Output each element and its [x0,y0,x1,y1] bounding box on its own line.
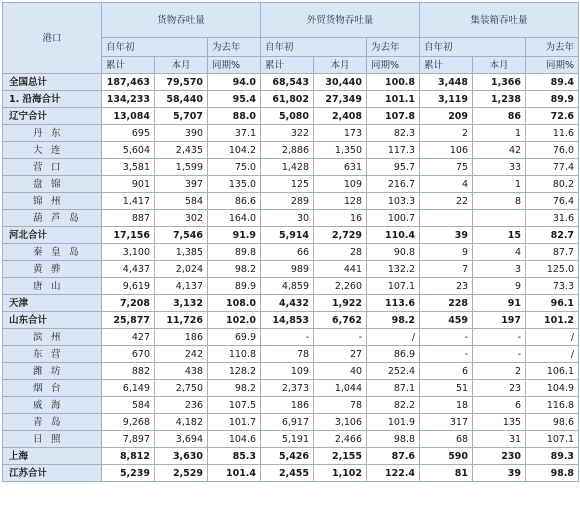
table-header [3,3,579,74]
cell-container-month: 230 [473,448,526,465]
cell-cargo-month: 7,546 [155,227,208,244]
cell-foreign-yoy: 100.7 [367,210,420,227]
cell-container-month: 42 [473,142,526,159]
cell-cargo-cumulative: 5,239 [102,465,155,482]
cell-container-month: 86 [473,108,526,125]
cell-container-yoy: 125.0 [526,261,579,278]
cell-foreign-month: 1,102 [314,465,367,482]
table-row [3,278,579,295]
cell-foreign-cumulative: 322 [261,125,314,142]
cell-foreign-month: 3,106 [314,414,367,431]
cell-foreign-cumulative: 2,373 [261,380,314,397]
row-port-name: 秦皇岛 [3,244,102,261]
cell-cargo-month: 2,750 [155,380,208,397]
cell-foreign-cumulative: 109 [261,363,314,380]
cell-foreign-month: 6,762 [314,312,367,329]
cell-cargo-month: 11,726 [155,312,208,329]
cell-container-yoy: 89.3 [526,448,579,465]
cell-container-month: 8 [473,193,526,210]
cell-foreign-month: - [314,329,367,346]
cell-container-yoy: / [526,329,579,346]
header-group-cargo: 货物吞吐量 [102,3,261,38]
cell-cargo-yoy: 108.0 [208,295,261,312]
cell-cargo-yoy: 37.1 [208,125,261,142]
cell-foreign-yoy: 101.9 [367,414,420,431]
cell-foreign-yoy: 216.7 [367,176,420,193]
cell-cargo-cumulative: 9,619 [102,278,155,295]
cell-foreign-cumulative: 5,914 [261,227,314,244]
cell-cargo-cumulative: 7,208 [102,295,155,312]
cell-container-yoy: 80.2 [526,176,579,193]
cell-foreign-yoy: 95.7 [367,159,420,176]
header-month-cargo: 本月 [155,57,208,74]
cell-cargo-yoy: 101.4 [208,465,261,482]
cell-cargo-month: 390 [155,125,208,142]
table-row [3,125,579,142]
cell-cargo-cumulative: 695 [102,125,155,142]
row-port-name: 日照 [3,431,102,448]
cell-cargo-yoy: 94.0 [208,74,261,91]
cell-container-yoy: 89.9 [526,91,579,108]
row-port-name: 唐山 [3,278,102,295]
cell-foreign-cumulative: 61,802 [261,91,314,108]
row-port-name: 锦州 [3,193,102,210]
cell-foreign-yoy: 87.1 [367,380,420,397]
cell-foreign-cumulative: 4,859 [261,278,314,295]
header-group-foreign-trade: 外贸货物吞吐量 [261,3,420,38]
cell-foreign-month: 2,408 [314,108,367,125]
table-row [3,465,579,482]
cell-foreign-month: 109 [314,176,367,193]
row-port-name: 滨州 [3,329,102,346]
cell-cargo-month: 186 [155,329,208,346]
cell-foreign-month: 128 [314,193,367,210]
cell-foreign-month: 1,350 [314,142,367,159]
cell-cargo-month: 58,440 [155,91,208,108]
cell-cargo-yoy: 101.7 [208,414,261,431]
cell-foreign-month: 16 [314,210,367,227]
cell-cargo-month: 3,694 [155,431,208,448]
cell-container-month: - [473,329,526,346]
cell-foreign-cumulative: 6,917 [261,414,314,431]
cell-foreign-cumulative: 989 [261,261,314,278]
port-throughput-table-container [2,2,578,482]
cell-container-cumulative: - [420,346,473,363]
cell-container-month: 135 [473,414,526,431]
cell-cargo-month: 79,570 [155,74,208,91]
cell-foreign-month: 2,729 [314,227,367,244]
cell-foreign-yoy: 117.3 [367,142,420,159]
cell-cargo-yoy: 88.0 [208,108,261,125]
cell-cargo-yoy: 89.9 [208,278,261,295]
cell-container-month: 197 [473,312,526,329]
cell-cargo-month: 302 [155,210,208,227]
cell-cargo-cumulative: 584 [102,397,155,414]
cell-container-cumulative: 3,448 [420,74,473,91]
table-row [3,363,579,380]
cell-container-month: 1,238 [473,91,526,108]
cell-cargo-cumulative: 17,156 [102,227,155,244]
cell-container-cumulative: 590 [420,448,473,465]
cell-foreign-cumulative: 30 [261,210,314,227]
cell-cargo-yoy: 69.9 [208,329,261,346]
cell-container-yoy: 101.2 [526,312,579,329]
cell-container-cumulative: 51 [420,380,473,397]
cell-container-yoy: 31.6 [526,210,579,227]
cell-cargo-cumulative: 427 [102,329,155,346]
cell-foreign-yoy: 101.1 [367,91,420,108]
cell-foreign-month: 30,440 [314,74,367,91]
header-ytd-label-container: 自年初 [420,38,526,57]
port-throughput-table [2,2,579,482]
cell-container-cumulative: 228 [420,295,473,312]
table-row [3,227,579,244]
cell-container-month: 31 [473,431,526,448]
cell-cargo-month: 5,707 [155,108,208,125]
row-port-name: 营口 [3,159,102,176]
cell-container-month: 15 [473,227,526,244]
cell-cargo-cumulative: 1,417 [102,193,155,210]
cell-foreign-yoy: 100.8 [367,74,420,91]
cell-foreign-cumulative: 78 [261,346,314,363]
cell-container-yoy: 116.8 [526,397,579,414]
header-month-foreign: 本月 [314,57,367,74]
cell-cargo-cumulative: 8,812 [102,448,155,465]
cell-container-month: 91 [473,295,526,312]
row-port-name: 辽宁合计 [3,108,102,125]
header-month-container: 本月 [473,57,526,74]
cell-cargo-month: 584 [155,193,208,210]
cell-foreign-cumulative: 5,080 [261,108,314,125]
cell-cargo-cumulative: 187,463 [102,74,155,91]
header-same-period-cargo: 同期% [208,57,261,74]
cell-cargo-yoy: 135.0 [208,176,261,193]
cell-container-cumulative: 39 [420,227,473,244]
cell-cargo-yoy: 86.6 [208,193,261,210]
cell-foreign-yoy: 90.8 [367,244,420,261]
header-group-container: 集装箱吞吐量 [420,3,579,38]
cell-container-month: 33 [473,159,526,176]
table-row [3,159,579,176]
cell-container-month: 9 [473,278,526,295]
cell-cargo-yoy: 75.0 [208,159,261,176]
row-port-name: 潍坊 [3,363,102,380]
row-port-name: 丹东 [3,125,102,142]
cell-container-month: 39 [473,465,526,482]
cell-container-cumulative: 18 [420,397,473,414]
row-port-name: 葫芦岛 [3,210,102,227]
cell-foreign-cumulative: 5,426 [261,448,314,465]
cell-foreign-cumulative: 4,432 [261,295,314,312]
header-ytd-label-cargo: 自年初 [102,38,208,57]
cell-cargo-yoy: 104.6 [208,431,261,448]
cell-container-cumulative: 22 [420,193,473,210]
cell-cargo-month: 1,599 [155,159,208,176]
cell-cargo-month: 438 [155,363,208,380]
table-row [3,74,579,91]
cell-container-yoy: 104.9 [526,380,579,397]
cell-foreign-month: 78 [314,397,367,414]
table-row [3,414,579,431]
row-port-name: 上海 [3,448,102,465]
cell-foreign-cumulative: 68,543 [261,74,314,91]
cell-container-cumulative [420,210,473,227]
table-row [3,108,579,125]
cell-container-cumulative: - [420,329,473,346]
cell-cargo-yoy: 110.8 [208,346,261,363]
cell-cargo-cumulative: 13,084 [102,108,155,125]
row-port-name: 全国总计 [3,74,102,91]
cell-foreign-month: 1,922 [314,295,367,312]
header-same-period-container: 同期% [526,57,579,74]
cell-container-yoy: 82.7 [526,227,579,244]
table-row [3,193,579,210]
row-port-name: 山东合计 [3,312,102,329]
cell-cargo-month: 4,182 [155,414,208,431]
cell-foreign-month: 40 [314,363,367,380]
cell-container-month: - [473,346,526,363]
cell-container-yoy: 98.8 [526,465,579,482]
cell-foreign-month: 2,155 [314,448,367,465]
cell-container-cumulative: 3,119 [420,91,473,108]
cell-foreign-month: 28 [314,244,367,261]
row-port-name: 大连 [3,142,102,159]
row-port-name: 黄骅 [3,261,102,278]
cell-foreign-yoy: 103.3 [367,193,420,210]
cell-container-yoy: 73.3 [526,278,579,295]
cell-foreign-month: 441 [314,261,367,278]
cell-cargo-month: 3,630 [155,448,208,465]
header-cumulative-container: 累计 [420,57,473,74]
cell-cargo-month: 1,385 [155,244,208,261]
cell-foreign-yoy: / [367,329,420,346]
row-port-name: 河北合计 [3,227,102,244]
cell-container-cumulative: 68 [420,431,473,448]
cell-foreign-yoy: 87.6 [367,448,420,465]
cell-cargo-cumulative: 4,437 [102,261,155,278]
cell-container-cumulative: 317 [420,414,473,431]
row-port-name: 盘锦 [3,176,102,193]
cell-container-month: 4 [473,244,526,261]
cell-container-cumulative: 209 [420,108,473,125]
table-row [3,397,579,414]
cell-container-cumulative: 106 [420,142,473,159]
cell-foreign-yoy: 82.3 [367,125,420,142]
table-row [3,448,579,465]
cell-foreign-yoy: 107.1 [367,278,420,295]
cell-cargo-month: 2,435 [155,142,208,159]
header-ytd-label-foreign: 自年初 [261,38,367,57]
cell-foreign-cumulative: 2,886 [261,142,314,159]
cell-container-cumulative: 7 [420,261,473,278]
cell-container-yoy: 98.6 [526,414,579,431]
row-port-name: 东营 [3,346,102,363]
table-row [3,329,579,346]
cell-container-month: 1 [473,176,526,193]
cell-container-cumulative: 2 [420,125,473,142]
cell-container-month [473,210,526,227]
cell-container-cumulative: 459 [420,312,473,329]
cell-foreign-cumulative: 125 [261,176,314,193]
cell-foreign-yoy: 86.9 [367,346,420,363]
cell-container-yoy: 87.7 [526,244,579,261]
cell-foreign-cumulative: - [261,329,314,346]
table-row [3,210,579,227]
cell-cargo-cumulative: 25,877 [102,312,155,329]
table-row [3,312,579,329]
cell-container-month: 3 [473,261,526,278]
cell-container-yoy: 96.1 [526,295,579,312]
row-port-name: 烟台 [3,380,102,397]
cell-container-yoy: / [526,346,579,363]
row-port-name: 江苏合计 [3,465,102,482]
cell-container-yoy: 72.6 [526,108,579,125]
cell-foreign-month: 173 [314,125,367,142]
cell-container-month: 1 [473,125,526,142]
cell-cargo-month: 397 [155,176,208,193]
header-yoy-label-foreign: 为去年 [367,38,420,57]
cell-cargo-cumulative: 3,581 [102,159,155,176]
cell-cargo-month: 3,132 [155,295,208,312]
cell-cargo-yoy: 95.4 [208,91,261,108]
cell-container-cumulative: 4 [420,176,473,193]
table-row [3,346,579,363]
cell-cargo-cumulative: 134,233 [102,91,155,108]
cell-cargo-yoy: 164.0 [208,210,261,227]
header-cumulative-foreign: 累计 [261,57,314,74]
cell-cargo-yoy: 98.2 [208,261,261,278]
cell-foreign-yoy: 98.2 [367,312,420,329]
cell-container-month: 23 [473,380,526,397]
cell-foreign-cumulative: 66 [261,244,314,261]
table-row [3,176,579,193]
cell-foreign-month: 2,260 [314,278,367,295]
cell-cargo-yoy: 85.3 [208,448,261,465]
cell-cargo-yoy: 89.8 [208,244,261,261]
cell-foreign-yoy: 110.4 [367,227,420,244]
cell-foreign-month: 1,044 [314,380,367,397]
cell-foreign-cumulative: 2,455 [261,465,314,482]
cell-foreign-cumulative: 289 [261,193,314,210]
cell-cargo-cumulative: 5,604 [102,142,155,159]
cell-cargo-month: 236 [155,397,208,414]
cell-foreign-month: 27 [314,346,367,363]
header-yoy-label-container: 为去年 [526,38,579,57]
table-row [3,142,579,159]
cell-cargo-month: 242 [155,346,208,363]
cell-foreign-month: 631 [314,159,367,176]
cell-container-yoy: 107.1 [526,431,579,448]
row-port-name: 天津 [3,295,102,312]
cell-container-month: 6 [473,397,526,414]
cell-cargo-cumulative: 3,100 [102,244,155,261]
cell-cargo-cumulative: 670 [102,346,155,363]
cell-container-yoy: 11.6 [526,125,579,142]
cell-container-cumulative: 75 [420,159,473,176]
cell-cargo-yoy: 104.2 [208,142,261,159]
cell-foreign-cumulative: 14,853 [261,312,314,329]
cell-cargo-month: 2,529 [155,465,208,482]
table-row [3,244,579,261]
cell-container-yoy: 89.4 [526,74,579,91]
table-row [3,91,579,108]
cell-cargo-yoy: 107.5 [208,397,261,414]
cell-cargo-cumulative: 6,149 [102,380,155,397]
cell-container-month: 2 [473,363,526,380]
table-row [3,295,579,312]
table-row [3,431,579,448]
cell-foreign-yoy: 107.8 [367,108,420,125]
cell-cargo-cumulative: 9,268 [102,414,155,431]
row-port-name: 1. 沿海合计 [3,91,102,108]
cell-foreign-month: 27,349 [314,91,367,108]
cell-foreign-yoy: 98.8 [367,431,420,448]
row-port-name: 青岛 [3,414,102,431]
cell-foreign-yoy: 82.2 [367,397,420,414]
cell-foreign-yoy: 252.4 [367,363,420,380]
header-cumulative-cargo: 累计 [102,57,155,74]
cell-container-month: 1,366 [473,74,526,91]
cell-container-yoy: 76.0 [526,142,579,159]
table-row [3,261,579,278]
header-yoy-label-cargo: 为去年 [208,38,261,57]
cell-foreign-yoy: 132.2 [367,261,420,278]
cell-foreign-cumulative: 186 [261,397,314,414]
cell-cargo-cumulative: 901 [102,176,155,193]
header-same-period-foreign: 同期% [367,57,420,74]
cell-container-cumulative: 81 [420,465,473,482]
table-body [3,74,579,482]
cell-cargo-cumulative: 887 [102,210,155,227]
cell-cargo-yoy: 102.0 [208,312,261,329]
cell-foreign-cumulative: 1,428 [261,159,314,176]
table-row [3,380,579,397]
cell-cargo-cumulative: 882 [102,363,155,380]
cell-foreign-yoy: 122.4 [367,465,420,482]
cell-foreign-yoy: 113.6 [367,295,420,312]
cell-cargo-yoy: 98.2 [208,380,261,397]
cell-foreign-cumulative: 5,191 [261,431,314,448]
cell-container-cumulative: 6 [420,363,473,380]
cell-container-yoy: 76.4 [526,193,579,210]
row-port-name: 威海 [3,397,102,414]
cell-foreign-month: 2,466 [314,431,367,448]
cell-cargo-yoy: 128.2 [208,363,261,380]
cell-container-cumulative: 9 [420,244,473,261]
cell-container-yoy: 77.4 [526,159,579,176]
cell-cargo-month: 2,024 [155,261,208,278]
cell-cargo-month: 4,137 [155,278,208,295]
cell-container-yoy: 106.1 [526,363,579,380]
cell-cargo-yoy: 91.9 [208,227,261,244]
header-port: 港口 [3,3,102,74]
cell-cargo-cumulative: 7,897 [102,431,155,448]
cell-container-cumulative: 23 [420,278,473,295]
